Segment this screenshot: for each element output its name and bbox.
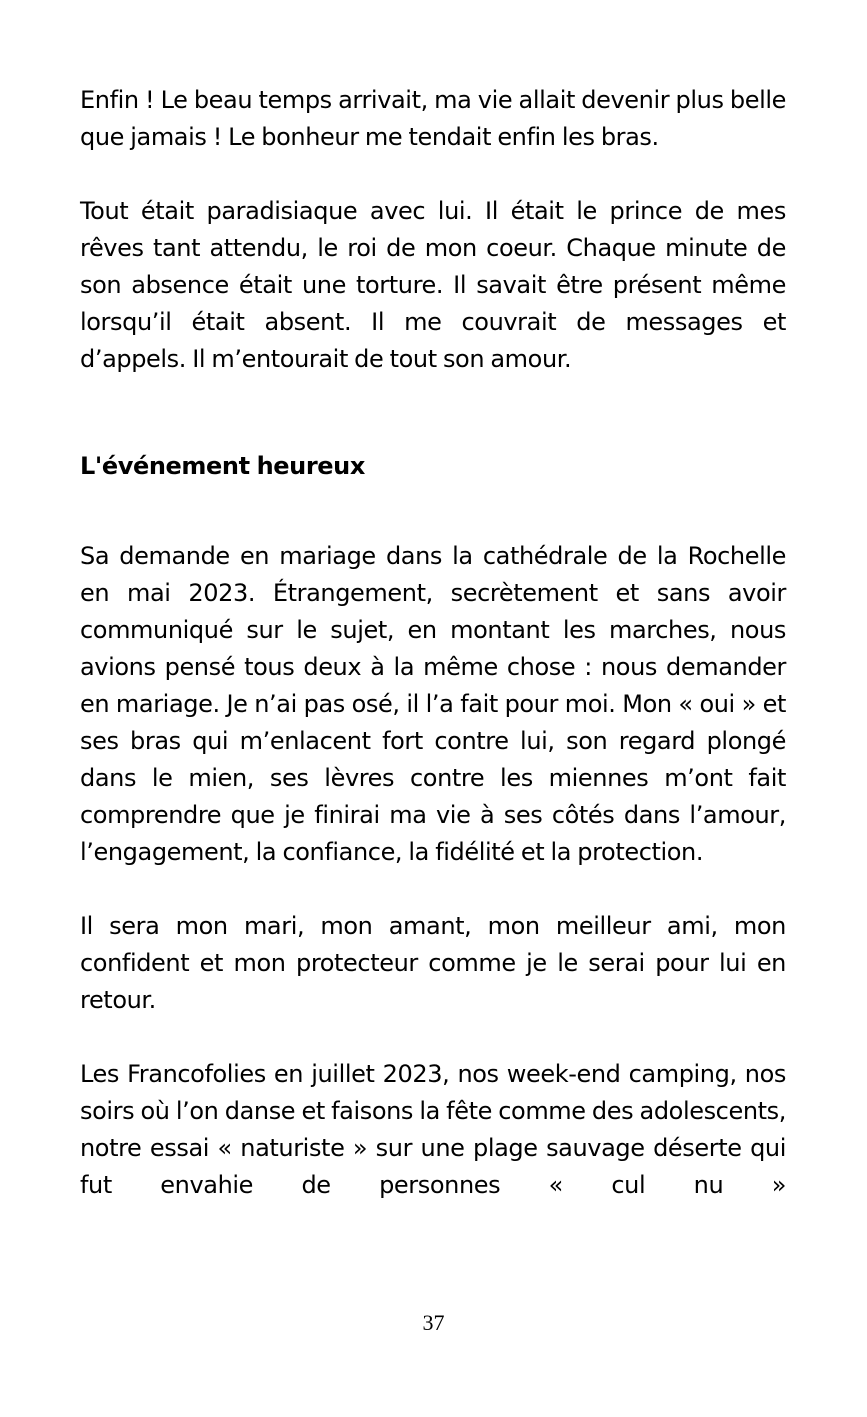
paragraph-paradisiaque: Tout était paradisiaque avec lui. Il était le prince de mes rêves tant attendu, le roi de mon coeur. Chaque minute de son absence était une torture. Il savait être présent même lorsqu’il était absent. Il me couvrait de messages et d’appels. Il m’entourait de tout son amour. xyxy=(80,197,786,373)
paragraph-beau-temps: Enfin ! Le beau temps arrivait, ma vie allait devenir plus belle que jamais ! Le bonheur me tendait enfin les bras. xyxy=(80,86,786,151)
paragraph-francofolies: Les Francofolies en juillet 2023, nos week-end camping, nos soirs où l’on danse et faisons la fête comme des adolescents, notre essai « naturiste » sur une plage sauvage déserte qui fut envahie de personnes « cul nu » xyxy=(80,1060,786,1199)
section-text-block xyxy=(80,538,786,1241)
section-heading: L'événement heureux xyxy=(80,452,365,480)
paragraph-demande-mariage: Sa demande en mariage dans la cathédrale de la Rochelle en mai 2023. Étrangement, secrètement et sans avoir communiqué sur le sujet, en montant les marches, nous avions pensé tous deux à la même chose : nous demander en mariage. Je n’ai pas osé, il l’a fait pour moi. Mon « oui » et ses bras qui m’enlacent fort contre lui, son regard plongé dans le mien, ses lèvres contre les miennes m’ont fait comprendre que je finirai ma vie à ses côtés dans l’amour, l’engagement, la confiance, la fidélité et la protection. xyxy=(80,542,786,866)
intro-text-block xyxy=(80,82,786,415)
page-number: 37 xyxy=(422,1310,445,1335)
paragraph-mon-mari: Il sera mon mari, mon amant, mon meilleur ami, mon confident et mon protecteur comme je le serai pour lui en retour. xyxy=(80,912,786,1014)
section-heading-block xyxy=(80,448,786,522)
